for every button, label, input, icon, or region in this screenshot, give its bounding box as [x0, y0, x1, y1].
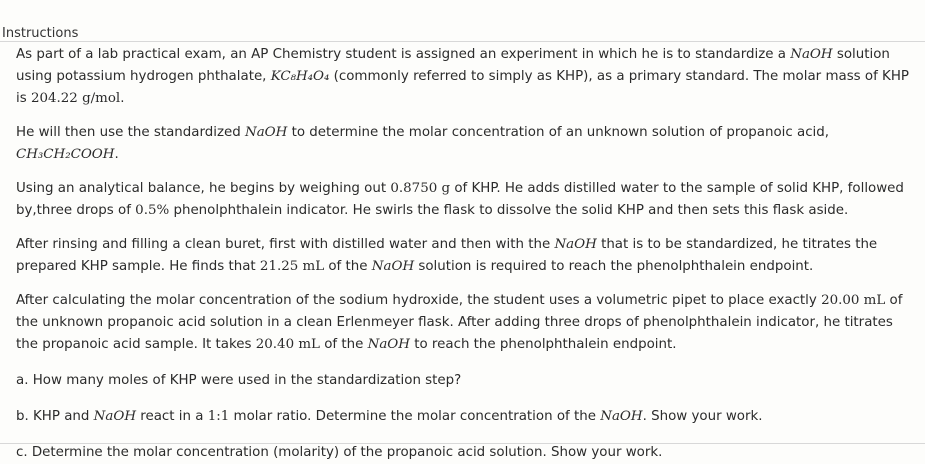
paragraph-experiment-intro [16, 44, 916, 110]
naoh-titration-volume: 20.40 mL [255, 337, 320, 352]
bottom-divider [0, 443, 925, 444]
naoh-formula: NaOH [244, 125, 288, 140]
p4-text-b: that is to be standardized, he titrates the prepared KHP sample. He finds that [16, 237, 878, 274]
molar-ratio: 1:1 [207, 409, 230, 424]
p1-text-b: solution using potassium hydrogen phthalate, [16, 47, 890, 84]
p2-text-b: to determine the molar concentration of an unknown solution of propanoic acid, [287, 125, 830, 140]
qb-text-b: react in a [136, 409, 208, 424]
acid-volume: 20.00 mL [821, 293, 886, 308]
p3-text-c: phenolphthalein indicator. He swirls the flask to dissolve the solid KHP and then sets this flask aside. [169, 203, 849, 218]
qb-text-a: b. KHP and [16, 409, 94, 424]
p2-text-c: . [114, 147, 119, 162]
p1-text-c: (commonly referred to simply as KHP), as a primary standard. The molar mass of KHP is [16, 69, 909, 106]
p5-text-d: to reach the phenolphthalein endpoint. [409, 337, 677, 352]
indicator-percent: 0.5% [135, 203, 170, 218]
naoh-formula: NaOH [554, 237, 597, 252]
p4-text-a: After rinsing and filling a clean buret, first with distilled water and then with the [16, 237, 555, 252]
naoh-volume: 21.25 mL [259, 259, 325, 274]
naoh-formula: NaOH [600, 409, 643, 424]
instructions-header [0, 0, 925, 42]
propanoic-acid-formula: CH₃CH₂COOH [16, 147, 115, 162]
naoh-formula: NaOH [371, 259, 415, 274]
p2-text-a: He will then use the standardized [16, 125, 245, 140]
paragraph-propanoic-acid [16, 122, 916, 166]
khp-molar-mass: 204.22 g/mol [30, 91, 121, 106]
p5-text-a: After calculating the molar concentration of the sodium hydroxide, the student uses a volumetric pipet to place exactly [16, 293, 822, 308]
qb-text-c: molar ratio. Determine the molar concentration of the [229, 409, 601, 424]
question-a: a. How many moles of KHP were used in the standardization step? [16, 373, 462, 388]
question-b [16, 406, 916, 428]
khp-mass: 0.8750 g [390, 181, 451, 196]
naoh-formula: NaOH [93, 409, 137, 424]
p5-text-c: of the [319, 337, 368, 352]
p3-text-a: Using an analytical balance, he begins by weighing out [16, 181, 391, 196]
p5-text-b: of the unknown propanoic acid solution in a clean Erlenmeyer flask. After adding three drops of phenolphthalein indicator, he titrates the propanoic acid sample. It takes [16, 293, 903, 352]
instructions-content [16, 44, 916, 464]
naoh-formula: NaOH [367, 337, 410, 352]
p3-text-b: of KHP. He adds distilled water to the sample of solid KHP, followed by,three drops of [16, 181, 904, 218]
qb-text-d: . Show your work. [642, 409, 763, 424]
p1-text-d: . [120, 91, 125, 106]
question-c: c. Determine the molar concentration (molarity) of the propanoic acid solution. Show your work. [16, 445, 663, 460]
khp-formula: KC₈H₄O₄ [270, 69, 330, 84]
paragraph-titration-khp [16, 234, 916, 278]
paragraph-weighing [16, 178, 916, 222]
header-title: Instructions [2, 26, 79, 41]
p4-text-c: of the [324, 259, 372, 274]
p1-text-a: As part of a lab practical exam, an AP Chemistry student is assigned an experiment in which he is to standardize a [16, 47, 791, 62]
paragraph-titration-acid [16, 290, 916, 356]
naoh-formula: NaOH [790, 47, 833, 62]
p4-text-d: solution is required to reach the phenolphthalein endpoint. [414, 259, 814, 274]
